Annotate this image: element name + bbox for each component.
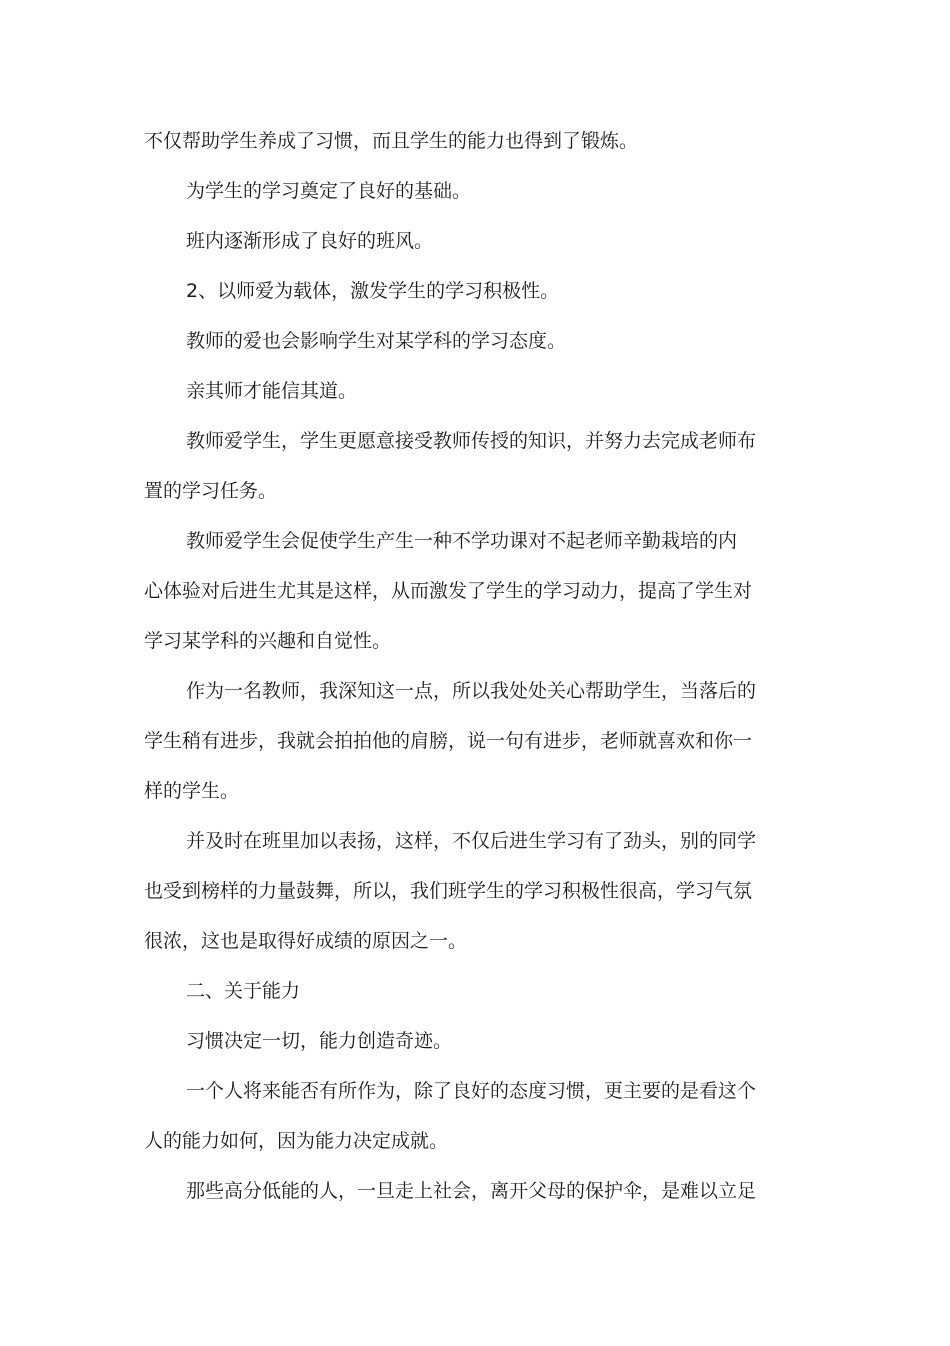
text-line: 为学生的学习奠定了良好的基础。 bbox=[186, 180, 472, 202]
text-line: 很浓，这也是取得好成绩的原因之一。 bbox=[144, 930, 468, 952]
text-line: 教师爱学生会促使学生产生一种不学功课对不起老师辛勤栽培的内 bbox=[186, 530, 738, 552]
text-line: 不仅帮助学生养成了习惯，而且学生的能力也得到了锻炼。 bbox=[144, 130, 639, 152]
text-line: 学习某学科的兴趣和自觉性。 bbox=[144, 630, 392, 652]
text-line: 置的学习任务。 bbox=[144, 480, 278, 502]
text-line: 人的能力如何，因为能力决定成就。 bbox=[144, 1130, 449, 1152]
text-line: 班内逐渐形成了良好的班风。 bbox=[186, 230, 434, 252]
text-line: 教师爱学生，学生更愿意接受教师传授的知识，并努力去完成老师布 bbox=[186, 430, 757, 452]
text-line: 亲其师才能信其道。 bbox=[186, 380, 358, 402]
text-line: 习惯决定一切，能力创造奇迹。 bbox=[186, 1030, 453, 1052]
text-line: 样的学生。 bbox=[144, 780, 240, 802]
text-line: 学生稍有进步，我就会拍拍他的肩膀，说一句有进步，老师就喜欢和你一 bbox=[144, 730, 753, 752]
text-line: 教师的爱也会影响学生对某学科的学习态度。 bbox=[186, 330, 567, 352]
text-line: 2、以师爱为载体，激发学生的学习积极性。 bbox=[186, 280, 560, 302]
text-line: 一个人将来能否有所作为，除了良好的态度习惯，更主要的是看这个 bbox=[186, 1080, 757, 1102]
text-line: 并及时在班里加以表扬，这样，不仅后进生学习有了劲头，别的同学 bbox=[186, 830, 757, 852]
text-line: 作为一名教师，我深知这一点，所以我处处关心帮助学生，当落后的 bbox=[186, 680, 757, 702]
text-line: 那些高分低能的人，一旦走上社会，离开父母的保护伞，是难以立足 bbox=[186, 1180, 757, 1202]
text-line: 也受到榜样的力量鼓舞，所以，我们班学生的学习积极性很高，学习气氛 bbox=[144, 880, 753, 902]
section-heading: 二、关于能力 bbox=[186, 980, 301, 1002]
text-line: 心体验对后进生尤其是这样，从而激发了学生的学习动力，提高了学生对 bbox=[144, 580, 753, 602]
